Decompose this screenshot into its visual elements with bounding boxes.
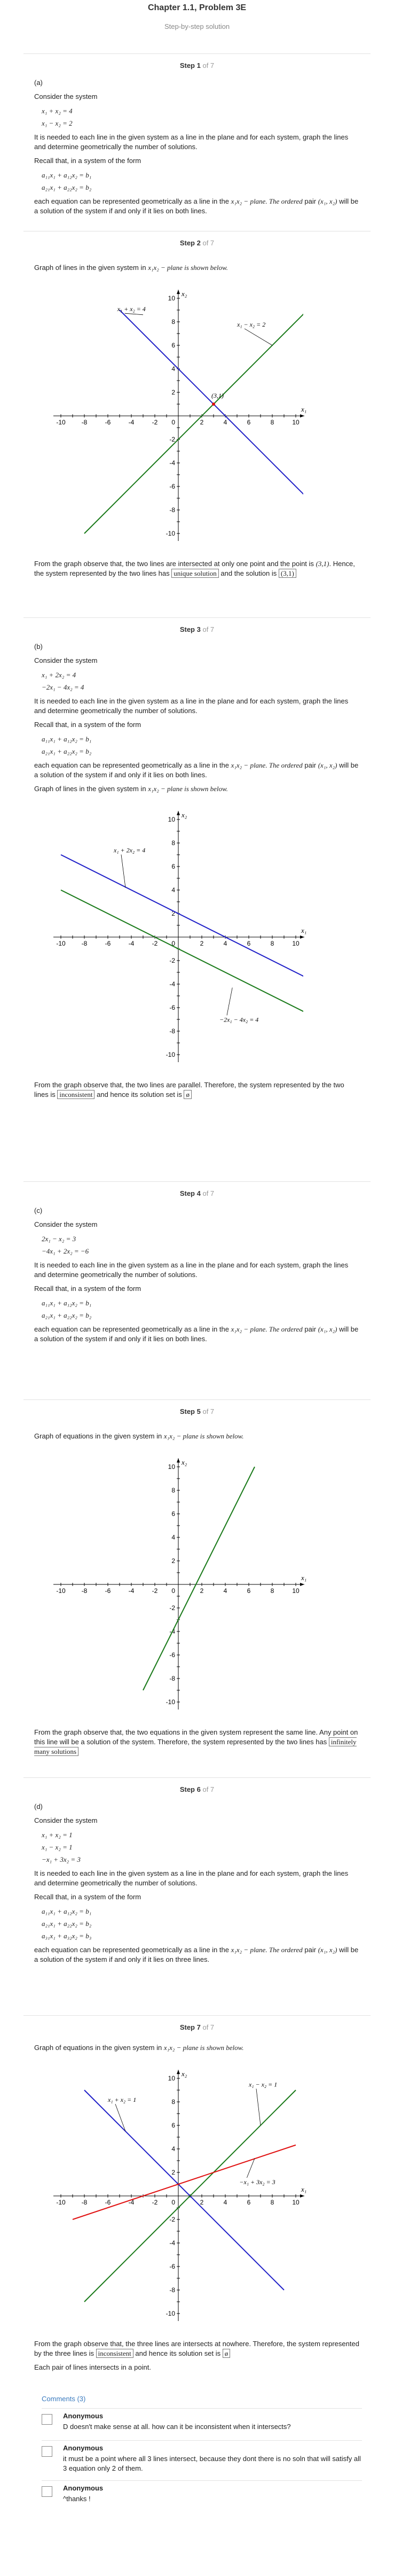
y-tick-label: -8 (169, 1675, 175, 1682)
comments-link[interactable]: Comments (3) (42, 2395, 86, 2403)
comment-checkbox[interactable] (42, 2486, 52, 2497)
part-label: (c) (34, 1206, 43, 1214)
x-tick-label: 6 (247, 419, 251, 426)
series-label-leader (115, 2104, 125, 2131)
graph-step-2 (40, 277, 317, 555)
y-tick-label: 10 (168, 1463, 175, 1471)
series-label-leader (125, 313, 143, 315)
graph-intro: Graph of lines in the given system in x₁x₂ − plane is shown below. (34, 264, 228, 272)
x-tick-label: 6 (247, 1587, 251, 1595)
y-tick-label: -8 (169, 506, 175, 514)
page-header (0, 0, 394, 30)
y-tick-label: -8 (169, 2286, 175, 2294)
y-axis-arrow (177, 811, 180, 815)
general-eq: a₁₁x₁ + a₁₂x₂ = b₁ (42, 735, 92, 743)
comment-author: Anonymous (63, 2444, 104, 2452)
x-tick-label: -2 (152, 940, 158, 947)
x-tick-label: -10 (56, 419, 66, 426)
y-tick-label: -4 (169, 2239, 175, 2247)
comment-checkbox[interactable] (42, 2446, 52, 2457)
y-tick-label: -10 (166, 2310, 175, 2317)
general-eq: a₁₁x₁ + a₁₂x₂ = b₁ (42, 171, 92, 179)
comment-checkbox[interactable] (42, 2414, 52, 2425)
representation-text: each equation can be represented geometrically as a line in the x₁x₂ − plane. The ordered pair (x₁, x₂) will be a solution of the system if and only if it lies on both lines. (34, 197, 359, 215)
page-subtitle: Step-by-step solution (164, 22, 230, 30)
series-label-leader (227, 988, 232, 1016)
x-tick-label: -4 (128, 940, 135, 947)
y-tick-label: 4 (171, 365, 175, 373)
general-eq: a₁₁x₁ + a₁₂x₂ = b₁ (42, 1299, 92, 1307)
x-tick-label: -10 (56, 1587, 66, 1595)
x-tick-label: 6 (247, 2199, 251, 2206)
y-axis-arrow (177, 290, 180, 294)
x-tick-label: 8 (270, 940, 274, 947)
series-label: x₁ − x₂ = 1 (249, 2080, 278, 2088)
y-tick-label: -4 (169, 1628, 175, 1635)
y-tick-label: 2 (171, 1557, 175, 1565)
x-tick-label: 10 (292, 940, 300, 947)
y-tick-label: -10 (166, 1051, 175, 1058)
x-tick-label: -2 (152, 419, 158, 426)
system-eq: x₁ − x₂ = 2 (42, 119, 73, 127)
y-tick-label: 2 (171, 389, 175, 396)
y-tick-label: -2 (169, 436, 175, 443)
general-eq: a₃₁x₁ + a₃₂x₂ = b₃ (42, 1932, 92, 1940)
y-tick-label: 6 (171, 342, 175, 349)
y-tick-label: 8 (171, 318, 175, 326)
x-tick-label: 10 (292, 419, 300, 426)
y-tick-label: -4 (169, 459, 175, 467)
answer-box: ø (223, 2349, 231, 2358)
y-tick-label: -4 (169, 980, 175, 988)
x-tick-label: -8 (81, 419, 88, 426)
observation-text: From the graph observe that, the two equations in the given system represent the same line. Any point on this line will be a solution of the system. Therefore, the system represented by the two lines has infinitely many solutions (34, 1728, 358, 1755)
x-axis-arrow (300, 2194, 304, 2198)
y-tick-label: 6 (171, 2122, 175, 2129)
step-heading: Step 2 of 7 (179, 239, 215, 247)
intersection-point (212, 403, 215, 406)
x-tick-label: -4 (128, 419, 135, 426)
step-heading: Step 5 of 7 (179, 1407, 215, 1415)
consider-text: Consider the system (34, 92, 98, 100)
series-label-leader (121, 855, 125, 888)
series-label: x₁ + x₂ = 4 (117, 305, 146, 313)
x-tick-label: -6 (105, 940, 111, 947)
x-tick-label: -2 (152, 1587, 158, 1595)
x-tick-label: 4 (223, 1587, 227, 1595)
x-tick-label: -6 (105, 419, 111, 426)
x-tick-label: 10 (292, 2199, 300, 2206)
general-eq: a₁₁x₁ + a₁₂x₂ = b₁ (42, 1907, 92, 1915)
x-tick-label: -6 (105, 1587, 111, 1595)
general-eq: a₂₁x₁ + a₂₂x₂ = b₂ (42, 183, 92, 191)
y-tick-label: -10 (166, 530, 175, 537)
step-4 (23, 1181, 371, 1348)
step-1 (23, 53, 371, 220)
x-axis-label: x₁ (301, 1574, 307, 1582)
y-tick-label: -6 (169, 1651, 175, 1659)
general-eq: a₂₁x₁ + a₂₂x₂ = b₂ (42, 747, 92, 755)
x-tick-label: -8 (81, 940, 88, 947)
instruction-text: It is needed to each line in the given system as a line in the plane and for each system, graph the lines and determine geometrically the number of solutions. (34, 697, 349, 715)
y-tick-label: -10 (166, 1698, 175, 1706)
x-tick-label: -6 (105, 2199, 111, 2206)
recall-text: Recall that, in a system of the form (34, 721, 141, 729)
y-tick-label: -2 (169, 1604, 175, 1612)
representation-text: each equation can be represented geometrically as a line in the x₁x₂ − plane. The ordered pair (x₁, x₂) will be a solution of the system if and only if it lies on both lines. (34, 761, 359, 779)
series-label-leader (245, 329, 272, 345)
general-eq: a₂₁x₁ + a₂₂x₂ = b₂ (42, 1311, 92, 1319)
series-label: −2x₁ − 4x₂ = 4 (219, 1016, 259, 1024)
y-tick-label: 2 (171, 910, 175, 917)
y-tick-label: 10 (168, 816, 175, 823)
series-label: x₁ − x₂ = 2 (237, 320, 266, 328)
observation-note: Each pair of lines intersects in a point. (34, 2363, 151, 2371)
y-tick-label: 8 (171, 839, 175, 847)
step-heading: Step 4 of 7 (179, 1189, 215, 1197)
x-tick-label: -4 (128, 1587, 135, 1595)
x-axis-arrow (300, 414, 304, 417)
y-tick-label: 4 (171, 1534, 175, 1541)
recall-text: Recall that, in a system of the form (34, 1893, 141, 1901)
answer-box: (3,1) (279, 569, 296, 578)
x-tick-label: 4 (223, 419, 227, 426)
system-eq: 2x₁ − x₂ = 3 (42, 1235, 76, 1243)
x-tick-label: 2 (200, 419, 204, 426)
graph-step-3 (40, 798, 317, 1076)
comment-author: Anonymous (63, 2412, 104, 2420)
y-tick-label: 10 (168, 295, 175, 302)
recall-text: Recall that, in a system of the form (34, 1285, 141, 1293)
step-heading: Step 7 of 7 (179, 2023, 215, 2031)
x-tick-label: -10 (56, 2199, 66, 2206)
graph-intro: Graph of lines in the given system in x₁x₂ − plane is shown below. (34, 785, 228, 793)
series-line (61, 855, 308, 978)
consider-text: Consider the system (34, 656, 98, 664)
series-label: x₁ + 2x₂ = 4 (114, 846, 146, 854)
x-tick-label: 8 (270, 2199, 274, 2206)
part-label: (b) (34, 643, 43, 651)
comment-text: it must be a point where all 3 lines intersect, because they dont there is no soln that will satisfy all 3 equation only 2 of them. (63, 2455, 361, 2472)
comment-divider (42, 2480, 362, 2481)
observation-text: From the graph observe that, the two lines are intersected at only one point and the point is (3,1). Hence, the system represented by the two lines has unique solution and the solution is (3,1) (34, 560, 355, 577)
observation-text: From the graph observe that, the two lines are parallel. Therefore, the system represented by the two lines is inconsistent and hence its solution set is ø (34, 1081, 344, 1099)
y-tick-label: 10 (168, 2075, 175, 2082)
comment-item (42, 2444, 362, 2473)
observation-text: From the graph observe that, the three lines are intersects at nowhere. Therefore, the system represented by the three lines is inconsistent and hence its solution set is ø (34, 2340, 359, 2357)
comment-divider (42, 2408, 362, 2409)
y-axis-arrow (177, 1458, 180, 1463)
x-tick-label: -2 (152, 2199, 158, 2206)
y-tick-label: 6 (171, 863, 175, 870)
system-eq: x₁ − x₂ = 1 (42, 1843, 73, 1851)
y-tick-label: -2 (169, 2216, 175, 2223)
y-tick-label: 8 (171, 1487, 175, 1494)
comment-text: D doesn't make sense at all. how can it be inconsistent when it intersects? (63, 2423, 291, 2431)
x-axis-arrow (300, 1583, 304, 1586)
consider-text: Consider the system (34, 1220, 98, 1228)
series-line (61, 890, 308, 1014)
system-eq: x₁ + x₂ = 1 (42, 1831, 73, 1839)
step-6 (23, 1777, 371, 1969)
y-tick-label: 4 (171, 2145, 175, 2153)
origin-label: 0 (171, 1587, 175, 1595)
series-line (81, 2090, 284, 2290)
point-label: (3,1) (211, 392, 224, 399)
x-tick-label: 8 (270, 419, 274, 426)
answer-box: infinitely many solutions (34, 1738, 357, 1755)
series-label: x₁ + x₂ = 1 (108, 2096, 137, 2103)
comment-item (42, 2484, 362, 2504)
y-tick-label: 2 (171, 2169, 175, 2176)
graph-step-7 (40, 2057, 317, 2335)
origin-label: 0 (171, 2199, 175, 2206)
y-axis-arrow (177, 2070, 180, 2074)
y-tick-label: -6 (169, 1004, 175, 1011)
y-axis-label: x₂ (182, 2070, 187, 2078)
y-tick-label: 6 (171, 1510, 175, 1518)
series-line (143, 1467, 255, 1690)
y-axis-label: x₂ (182, 290, 187, 298)
graph-intro: Graph of equations in the given system in x₁x₂ − plane is shown below. (34, 2044, 244, 2052)
step-heading: Step 1 of 7 (179, 61, 215, 69)
y-tick-label: 8 (171, 2098, 175, 2106)
comment-divider (42, 2440, 362, 2441)
x-axis-label: x₁ (301, 405, 307, 413)
comment-text: ^thanks ! (63, 2495, 91, 2503)
series-label: −x₁ + 3x₂ = 3 (239, 2178, 275, 2186)
x-axis-label: x₁ (301, 926, 307, 934)
representation-text: each equation can be represented geometrically as a line in the x₁x₂ − plane. The ordered pair (x₁, x₂) will be a solution of the system if and only if it lies on both lines. (34, 1325, 359, 1343)
x-axis-label: x₁ (301, 2185, 307, 2193)
instruction-text: It is needed to each line in the given system as a line in the plane and for each system, graph the lines and determine geometrically the number of solutions. (34, 1869, 349, 1887)
comment-author: Anonymous (63, 2484, 104, 2492)
x-tick-label: -8 (81, 2199, 88, 2206)
series-label-leader (256, 2088, 261, 2125)
comment-item (42, 2412, 362, 2432)
graph-intro: Graph of equations in the given system in x₁x₂ − plane is shown below. (34, 1432, 244, 1440)
x-tick-label: 2 (200, 2199, 204, 2206)
system-eq: −x₁ + 3x₂ = 3 (42, 1855, 81, 1863)
part-label: (a) (34, 79, 43, 87)
step-2 (23, 231, 371, 583)
x-tick-label: 4 (223, 940, 227, 947)
part-label: (d) (34, 1803, 43, 1811)
answer-box: ø (184, 1090, 192, 1099)
y-tick-label: -2 (169, 957, 175, 964)
y-tick-label: -8 (169, 1027, 175, 1035)
answer-box: inconsistent (96, 2349, 133, 2358)
system-eq: −4x₁ + 2x₂ = −6 (42, 1247, 89, 1255)
x-tick-label: -4 (128, 2199, 135, 2206)
x-tick-label: 8 (270, 1587, 274, 1595)
step-7 (23, 2015, 371, 2377)
origin-label: 0 (171, 940, 175, 947)
representation-text: each equation can be represented geometrically as a line in the x₁x₂ − plane. The ordered pair (x₁, x₂) will be a solution of the system if and only if it lies on three lines. (34, 1946, 359, 1963)
step-3 (23, 617, 371, 1104)
step-heading: Step 6 of 7 (179, 1785, 215, 1793)
page-title: Chapter 1.1, Problem 3E (147, 3, 247, 12)
system-eq: −2x₁ − 4x₂ = 4 (42, 683, 84, 691)
x-tick-label: 6 (247, 940, 251, 947)
x-tick-label: 2 (200, 1587, 204, 1595)
answer-box: unique solution (171, 569, 219, 578)
x-tick-label: 10 (292, 1587, 300, 1595)
y-tick-label: -6 (169, 2263, 175, 2270)
system-eq: x₁ + x₂ = 4 (42, 107, 73, 115)
y-axis-label: x₂ (182, 1458, 187, 1466)
consider-text: Consider the system (34, 1816, 98, 1824)
x-tick-label: -10 (56, 940, 66, 947)
instruction-text: It is needed to each line in the given system as a line in the plane and for each system, graph the lines and determine geometrically the number of solutions. (34, 133, 349, 151)
step-heading: Step 3 of 7 (179, 625, 215, 633)
general-eq: a₂₁x₁ + a₂₂x₂ = b₂ (42, 1920, 92, 1928)
step-5 (23, 1399, 371, 1761)
graph-step-5 (40, 1445, 317, 1723)
x-tick-label: 2 (200, 940, 204, 947)
system-eq: x₁ + 2x₂ = 4 (42, 671, 76, 679)
instruction-text: It is needed to each line in the given system as a line in the plane and for each system, graph the lines and determine geometrically the number of solutions. (34, 1261, 349, 1279)
y-tick-label: 4 (171, 886, 175, 894)
answer-box: inconsistent (57, 1090, 94, 1099)
y-axis-label: x₂ (182, 811, 187, 819)
origin-label: 0 (171, 419, 175, 426)
recall-text: Recall that, in a system of the form (34, 157, 141, 165)
y-tick-label: -6 (169, 483, 175, 490)
x-axis-arrow (300, 935, 304, 939)
x-tick-label: 4 (223, 2199, 227, 2206)
x-tick-label: -8 (81, 1587, 88, 1595)
